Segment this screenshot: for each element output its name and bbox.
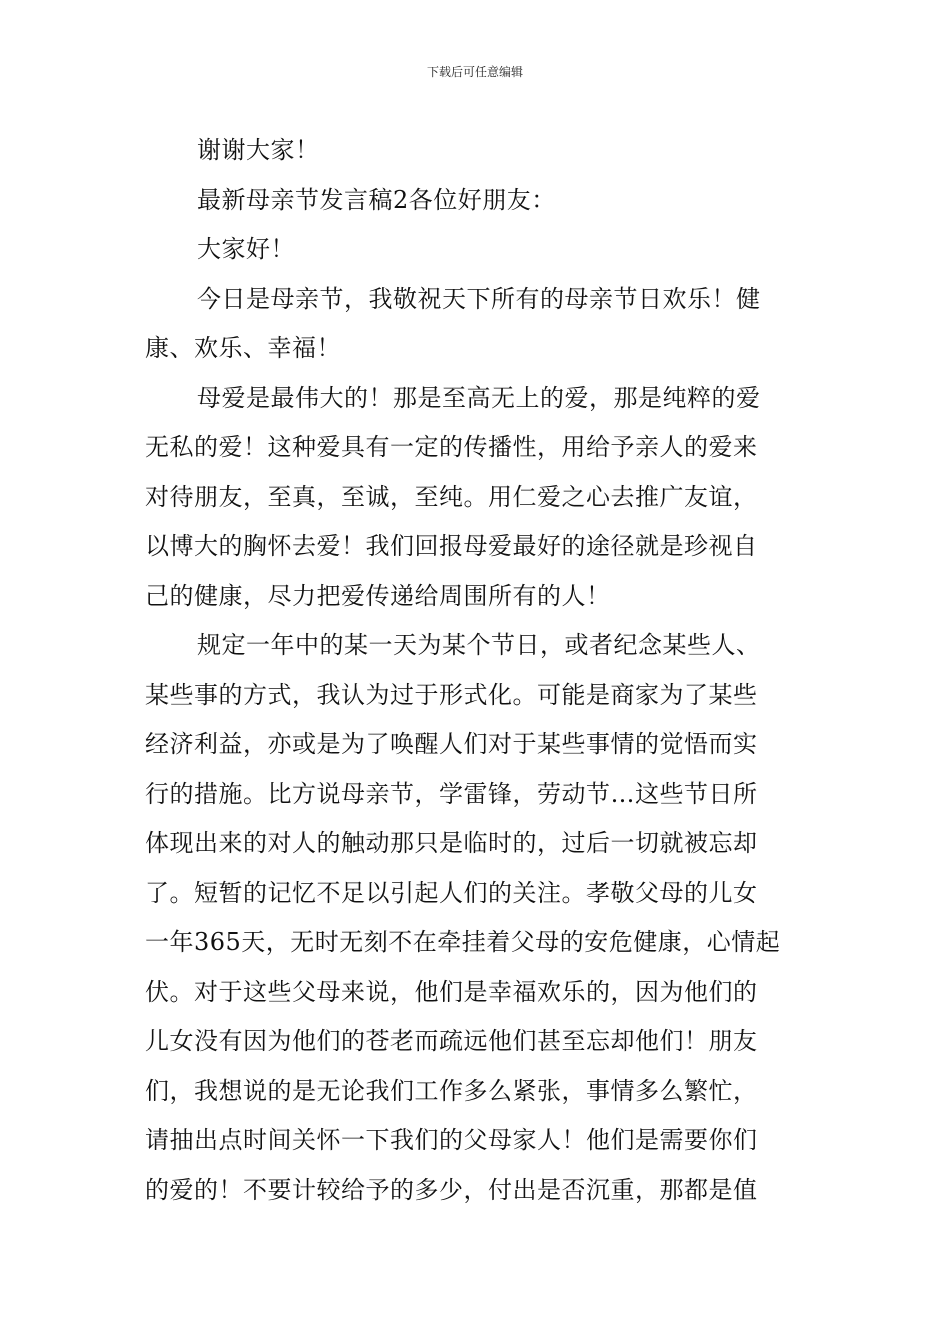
text-line: 以博大的胸怀去爱！我们回报母爱最好的途径就是珍视自	[145, 532, 758, 560]
text-line: 对待朋友，至真，至诚，至纯。用仁爱之心去推广友谊，	[145, 482, 758, 511]
text-line: 无私的爱！这种爱具有一定的传播性，用给予亲人的爱来	[145, 433, 758, 461]
text-line: 最新母亲节发言稿2各位好朋友：	[197, 185, 556, 214]
text-line: 己的健康，尽力把爱传递给周围所有的人！	[145, 581, 611, 610]
text-line: 谢谢大家！	[197, 136, 320, 164]
header-text: 下载后可任意编辑	[426, 65, 523, 79]
page-header	[0, 64, 950, 80]
text-line: 大家好！	[197, 235, 295, 263]
text-line: 经济利益，亦或是为了唤醒人们对于某些事情的觉悟而实	[145, 730, 758, 758]
text-line: 了。短暂的记忆不足以引起人们的关注。孝敬父母的儿女	[145, 878, 758, 907]
text-line: 体现出来的对人的触动那只是临时的，过后一切就被忘却	[145, 829, 758, 857]
text-line: 请抽出点时间关怀一下我们的父母家人！他们是需要你们	[145, 1126, 758, 1154]
document-body	[145, 126, 807, 1215]
text-line: 一年365天，无时无刻不在牵挂着父母的安危健康，心情起	[145, 928, 781, 956]
text-line: 今日是母亲节，我敬祝天下所有的母亲节日欢乐！健	[197, 284, 761, 313]
text-line: 的爱的！不要计较给予的多少，付出是否沉重，那都是值	[145, 1175, 758, 1204]
text-line: 母爱是最伟大的！那是至高无上的爱，那是纯粹的爱	[197, 383, 761, 412]
text-line: 规定一年中的某一天为某个节日，或者纪念某些人、	[197, 631, 761, 659]
text-line: 儿女没有因为他们的苍老而疏远他们甚至忘却他们！朋友	[145, 1027, 758, 1055]
text-line: 伏。对于这些父母来说，他们是幸福欢乐的，因为他们的	[145, 977, 758, 1006]
text-line: 行的措施。比方说母亲节，学雷锋，劳动节…这些节日所	[145, 779, 758, 808]
text-line: 某些事的方式，我认为过于形式化。可能是商家为了某些	[145, 680, 758, 709]
text-line: 们，我想说的是无论我们工作多么紧张，事情多么繁忙，	[145, 1076, 758, 1105]
text-line: 康、欢乐、幸福！	[145, 334, 341, 362]
